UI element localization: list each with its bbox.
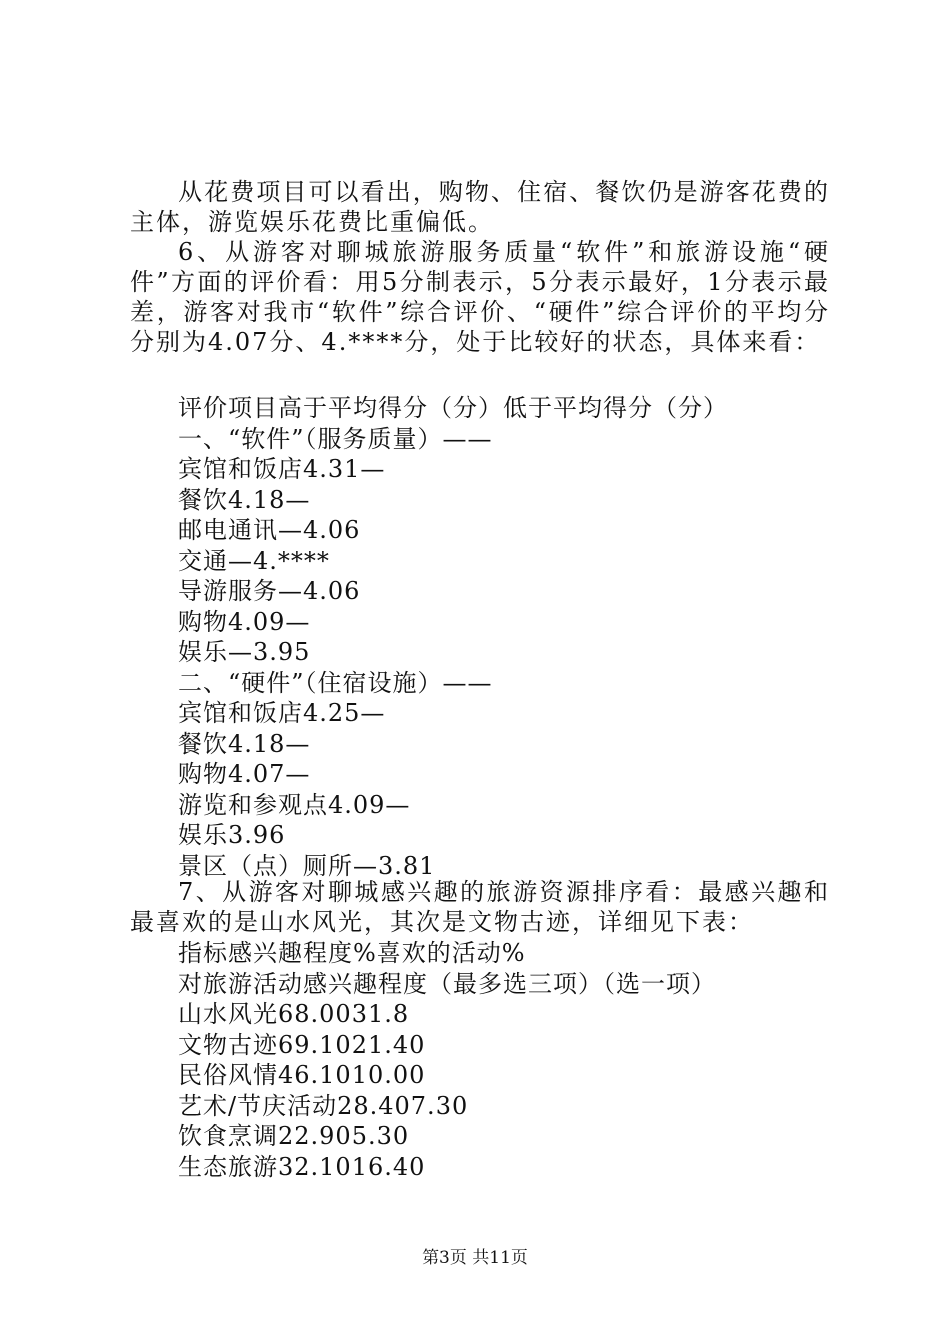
table-row: 文物古迹69.1021.40 <box>178 1030 426 1059</box>
table-row: 艺术/节庆活动28.407.30 <box>178 1091 469 1120</box>
table-row: 导游服务—4.06 <box>178 577 361 605</box>
paragraph-interest-intro <box>130 877 830 937</box>
page-footer: 第3页 共11页 <box>422 1248 528 1268</box>
table-row: 购物4.09— <box>178 607 311 636</box>
table-row: 娱乐—3.95 <box>178 638 311 666</box>
evaluation-table <box>178 393 728 881</box>
table-row: 购物4.07— <box>178 760 311 788</box>
interest-table <box>178 938 716 1182</box>
paragraph-text: 7、从游客对聊城感兴趣的旅游资源排序看：最感兴趣和最喜欢的是山水风光，其次是文物古迹，详细见下表： <box>130 878 830 936</box>
table-row: 邮电通讯—4.06 <box>178 516 361 544</box>
table-row: 交通—4.**** <box>178 546 330 575</box>
table-row: 娱乐3.96 <box>178 821 286 849</box>
paragraph-text: 6、从游客对聊城旅游服务质量“软件”和旅游设施“硬件”方面的评价看：用5分制表示，5分表示最好，1分表示最差，游客对我市“软件”综合评价、“硬件”综合评价的平均分分别为4.07分、4.****分，处于比较好的状态，具体来看： <box>130 238 830 356</box>
table-row: 餐饮4.18— <box>178 485 311 514</box>
table-row: 餐饮4.18— <box>178 729 311 758</box>
paragraph-evaluation-intro <box>130 237 830 357</box>
paragraph-spending-summary <box>130 177 830 237</box>
table-row: 宾馆和饭店4.25— <box>178 699 386 727</box>
table-row: 民俗风情46.1010.00 <box>178 1061 426 1089</box>
table-row: 饮食烹调22.905.30 <box>178 1122 410 1150</box>
table-row: 二、“硬件”（住宿设施）—— <box>178 668 493 697</box>
table-row: 生态旅游32.1016.40 <box>178 1152 426 1181</box>
table-row: 游览和参观点4.09— <box>178 790 411 819</box>
table-row: 评价项目高于平均得分（分）低于平均得分（分） <box>178 394 728 422</box>
table-row: 对旅游活动感兴趣程度（最多选三项）（选一项） <box>178 969 716 998</box>
table-row: 一、“软件”（服务质量）—— <box>178 424 493 453</box>
paragraph-text: 从花费项目可以看出，购物、住宿、餐饮仍是游客花费的主体，游览娱乐花费比重偏低。 <box>130 178 830 236</box>
table-row: 宾馆和饭店4.31— <box>178 455 386 483</box>
table-row: 景区（点）厕所—3.81 <box>178 851 436 880</box>
table-row: 指标感兴趣程度%喜欢的活动% <box>178 939 526 967</box>
table-row: 山水风光68.0031.8 <box>178 1000 410 1028</box>
